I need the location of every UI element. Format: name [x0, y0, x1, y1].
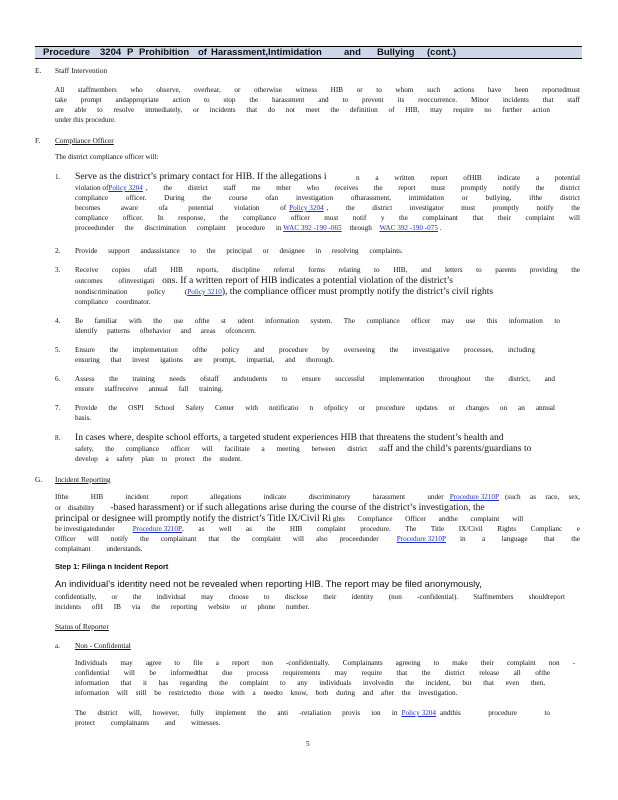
section-e-heading: Staff Intervention — [55, 66, 108, 75]
item8-text: safety, the compliance officer will facilitate a meeting between district sta — [75, 445, 387, 453]
non-confidential-text: Individuals may agree to file a report non -confidentially. Complainants agreeing to make their complaint non - — [75, 659, 575, 667]
item8-large-text: ff and the child’s parents/guardians to — [386, 443, 532, 454]
section-e-line: under this procedure. — [55, 116, 116, 124]
non-confidential-text: andthis procedure to — [440, 709, 550, 717]
item3-text: Receive copies ofall HIB reports, discipline referral forms relating to HIB, and letters to parents providing the — [75, 266, 580, 274]
item1-text: compliance officer. In response, the compliance officer must notif y the complainant that their complaint will — [75, 214, 580, 222]
non-confidential-text: The district will, however, fully implement the anti -retaliation provis ion in — [75, 709, 398, 717]
item4-text: Be familiar with the use ofthe st udent information system. The compliance officer may use this information to — [75, 317, 560, 325]
section-g-text: , as well as the HIB complaint procedure. The Title IX/Civil Rights Complianc e — [182, 525, 580, 533]
section-e-line: are able to resolve immediately, or incidents that do not meet the definition of HIB, may require no further action — [55, 106, 550, 114]
anti-retaliation-line1 — [75, 708, 550, 718]
item8-line2 — [75, 443, 531, 454]
item1-text: , the district staff me mber who receives the report must promptly notify the district — [145, 184, 580, 192]
item-number: 5. — [55, 346, 61, 354]
item3-text: compliance coordinator. — [75, 298, 151, 306]
item1-text: . — [439, 224, 442, 232]
section-f-letter: F. — [35, 136, 41, 145]
item-number: 2. — [55, 247, 61, 255]
procedure-3210p-link[interactable]: Procedure 3210P — [396, 535, 446, 543]
policy-3204-link[interactable]: Policy 3204 — [289, 204, 324, 212]
item8-large-text: In cases where, despite school efforts, a targeted student experiences HIB that threatens the student’s health and — [75, 432, 504, 443]
section-g-text: or disability — [55, 504, 95, 512]
policy-3204-link[interactable]: Policy 3204 — [401, 709, 436, 717]
header-title-a: Prohibition — [139, 47, 190, 58]
header-procedure: Procedure — [43, 47, 90, 58]
item1-text: through — [349, 224, 372, 232]
non-confidential-text: confidential will be informedthat due process requirements may require that the district release all ofthe — [75, 669, 550, 677]
header-p: P — [127, 47, 134, 58]
procedure-3210p-link[interactable]: Procedure 3210P — [132, 525, 182, 533]
policy-3204-link[interactable]: Policy 3204 — [108, 184, 143, 192]
item6-text: Assess the training needs ofstaff andstudents to ensure successful implementation throughout the district, and — [75, 375, 555, 383]
section-g-text: incidents ofH IB via the reporting website or phone number. — [55, 603, 310, 611]
header-number: 3204 — [100, 47, 122, 58]
item1-text: , the district investigator must promptly notify the — [326, 204, 580, 212]
header-title-e: Bullying — [377, 47, 415, 58]
header-title-c: Harassment,Intimidation — [211, 47, 322, 58]
section-g-text: complainant understands. — [55, 545, 143, 553]
policy-3210-link[interactable]: Policy 3210 — [187, 288, 222, 296]
section-g-large-text: -based harassment) or if such allegations arise during the course of the district’s investigation, the — [110, 502, 485, 513]
item3-line2 — [75, 275, 453, 286]
item-number: 6. — [55, 375, 61, 383]
item6-text: ensure staffreceive annual fall training. — [75, 385, 224, 393]
section-g-letter: G. — [35, 475, 43, 484]
item1-text: becomes aware ofa potential violation of — [75, 204, 287, 212]
section-g-text: be investigatedunder — [55, 525, 115, 533]
section-e-letter: E. — [35, 66, 42, 75]
section-g-text: Officer will notify the complainant that the complaint will also proceedunder — [55, 535, 379, 543]
section-g-line4 — [55, 524, 580, 534]
status-of-reporter-heading: Status of Reporter — [55, 622, 109, 631]
section-g-line1 — [55, 492, 580, 502]
section-g-text: ghts Compliance Officer andthe complaint will — [332, 515, 524, 523]
header-title-d: and — [344, 47, 361, 58]
item-number: 8. — [55, 434, 61, 442]
item1-large-text: Serve as the district’s primary contact for HIB. If the allegations i — [75, 171, 327, 182]
item4-text: identify patterns ofbehavior and areas ofconcern. — [75, 327, 256, 335]
section-f-heading: Compliance Officer — [55, 136, 114, 145]
header-title-b: of — [198, 47, 207, 58]
item1-text: violation of — [75, 184, 109, 192]
item3-line3 — [75, 286, 493, 297]
item-number: 3. — [55, 266, 61, 274]
section-g-large-text: principal or designee will promptly notify the district’s Title IX/Civil Ri — [55, 513, 332, 524]
non-confidential-text: protect complainants and witnesses. — [75, 719, 221, 727]
item7-text: basis. — [75, 414, 92, 422]
item3-text: nondiscrimination policy ( — [75, 288, 188, 296]
wac-075-link[interactable]: WAC 392 -190 -075 — [379, 224, 438, 232]
section-g-text: in a language that the — [460, 535, 580, 543]
non-confidential-heading: Non - Confidential — [75, 641, 131, 650]
non-confidential-text: information that it has regarding the complaint to any individuals involvedin the incident, but that even then, — [75, 679, 545, 687]
item-number: 1. — [55, 173, 61, 181]
procedure-3210p-link[interactable]: Procedure 3210P — [449, 493, 499, 501]
item1-text: n a written report ofHIB indicate a potential — [356, 174, 580, 182]
subsection-a-letter: a. — [55, 641, 61, 650]
item5-text: ensuring that invest igations are prompt, impartial, and thorough. — [75, 356, 335, 364]
item-number: 7. — [55, 404, 61, 412]
section-e-line: All staffmembers who observe, overhear, or otherwise witness HIB or to whom such actions have been reportedmust — [55, 86, 580, 94]
wac-065-link[interactable]: WAC 392 -190 -065 — [283, 224, 342, 232]
section-g-text: confidentially, or the individual may choose to disclose their identity (non -confidential). Staffmembers shouldreport — [55, 593, 565, 601]
procedure-header — [35, 46, 582, 59]
item7-text: Provide the OSPI School Safety Center with notificatio n ofpolicy or procedure updates or changes on an annual — [75, 404, 555, 412]
section-g-line3 — [55, 513, 523, 524]
section-f-intro: The district compliance officer will: — [55, 153, 159, 161]
item1-line6 — [75, 223, 442, 233]
item3-large-text: ), the compliance officer must promptly notify the district’s civil rights — [221, 286, 494, 297]
item8-text: develop a safety plan to protect the student. — [75, 455, 242, 463]
page-number: 5 — [306, 740, 310, 748]
item5-text: Ensure the implementation ofthe policy and procedure by overseeing the investigative processes, including — [75, 346, 535, 354]
item2-text: Provide support andassistance to the principal or designee in resolving complaints. — [75, 247, 403, 255]
non-confidential-text: information will still be restrictedto those with a needto know, both during and after the investigation. — [75, 689, 458, 697]
section-g-text: Ifthe HIB incident report allegations indicate discriminatory harassment under — [55, 493, 444, 501]
header-title-f: (cont.) — [427, 47, 457, 58]
section-g-text: (such as race, sex, — [505, 493, 580, 501]
step-1-heading: Step 1: Filinga n Incident Report — [55, 562, 169, 571]
item1-line4 — [75, 203, 580, 213]
item1-text: compliance officer. During the course ofan investigation ofharassment, intimidation or bullying, ifthe district — [75, 194, 580, 202]
section-e-line: take prompt andappropriate action to stop the harassment and to prevent its reoccurrence. Minor incidents that staff — [55, 96, 580, 104]
item3-text: outcomes ofinvestigati — [75, 277, 155, 285]
section-g-line5 — [55, 534, 580, 544]
item3-large-text: ons. If a written report of HIB indicates a potential violation of the district’s — [162, 275, 454, 286]
item-number: 4. — [55, 317, 61, 325]
item1-text: proceedunder the discrimination complaint procedure in — [75, 224, 282, 232]
section-g-heading: Incident Reporting — [55, 475, 111, 484]
item1-line2 — [75, 183, 580, 193]
section-g-line2 — [55, 502, 485, 513]
anonymous-note: An individual’s identity need not be revealed when reporting HIB. The report may be filed anonymously, — [55, 578, 482, 589]
